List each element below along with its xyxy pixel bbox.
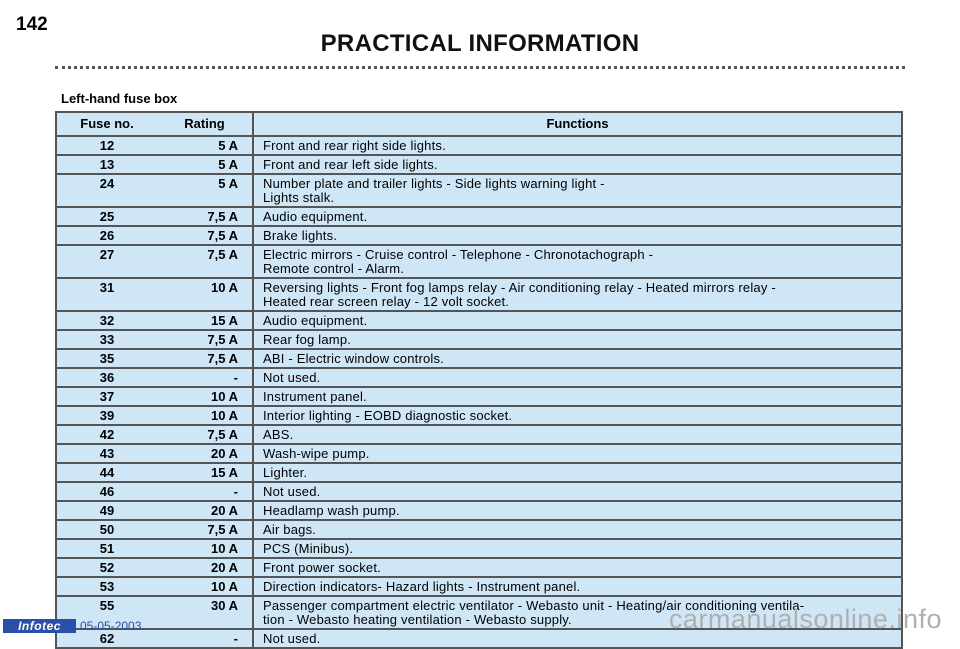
- fuse-functions: [253, 207, 902, 226]
- function-line: Headlamp wash pump.: [263, 503, 400, 518]
- function-line: Direction indicators- Hazard lights - Instrument panel.: [263, 579, 581, 594]
- fuse-number: 55: [56, 596, 157, 629]
- fuse-rating: 10 A: [157, 278, 253, 311]
- table-row: [56, 387, 902, 406]
- function-line: Not used.: [263, 484, 321, 499]
- fuse-number: 42: [56, 425, 157, 444]
- function-line: Not used.: [263, 631, 321, 646]
- fuse-functions: [253, 520, 902, 539]
- fuse-number: 39: [56, 406, 157, 425]
- function-line: Lighter.: [263, 465, 308, 480]
- function-line: Not used.: [263, 370, 321, 385]
- function-line: PCS (Minibus).: [263, 541, 354, 556]
- fuse-rating: 10 A: [157, 387, 253, 406]
- page-title: PRACTICAL INFORMATION: [320, 30, 640, 57]
- function-line: Front and rear left side lights.: [263, 157, 438, 172]
- fuse-number: 62: [56, 629, 157, 648]
- fuse-number: 25: [56, 207, 157, 226]
- fuse-rating: 5 A: [157, 155, 253, 174]
- function-line: Remote control - Alarm.: [263, 261, 405, 276]
- function-line: Electric mirrors - Cruise control - Telephone - Chronotachograph -: [263, 247, 654, 262]
- watermark-text: carmanualsonline.info: [668, 604, 942, 634]
- fuse-rating: 7,5 A: [157, 226, 253, 245]
- table-row: [56, 482, 902, 501]
- fuse-rating: 7,5 A: [157, 245, 253, 278]
- function-line: Interior lighting - EOBD diagnostic socket.: [263, 408, 513, 423]
- function-line: Front and rear right side lights.: [263, 138, 446, 153]
- table-row: [56, 444, 902, 463]
- table-row: [56, 136, 902, 155]
- function-line: Passenger compartment electric ventilator - Webasto unit - Heating/air conditioning ventila-: [263, 598, 805, 613]
- function-line: Audio equipment.: [263, 313, 368, 328]
- fuse-functions: [253, 278, 902, 311]
- fuse-rating: -: [157, 368, 253, 387]
- fuse-number: 32: [56, 311, 157, 330]
- fuse-functions: [253, 174, 902, 207]
- fuse-functions: [253, 444, 902, 463]
- fuse-number: 27: [56, 245, 157, 278]
- fuse-number: 53: [56, 577, 157, 596]
- fuse-rating: -: [157, 482, 253, 501]
- header-rating: Rating: [157, 112, 253, 136]
- function-line: Air bags.: [263, 522, 317, 537]
- function-line: Front power socket.: [263, 560, 381, 575]
- fuse-number: 12: [56, 136, 157, 155]
- fuse-functions: [253, 539, 902, 558]
- footer-date: 05-05-2003: [80, 619, 142, 633]
- function-line: Lights stalk.: [263, 190, 335, 205]
- function-line: Wash-wipe pump.: [263, 446, 370, 461]
- fuse-rating: 30 A: [157, 596, 253, 629]
- table-row: [56, 349, 902, 368]
- fuse-number: 49: [56, 501, 157, 520]
- fuse-number: 51: [56, 539, 157, 558]
- table-row: [56, 406, 902, 425]
- infotec-logo: Infotec: [3, 619, 76, 633]
- fuse-number: 13: [56, 155, 157, 174]
- fuse-rating: 7,5 A: [157, 349, 253, 368]
- fuse-number: 46: [56, 482, 157, 501]
- fuse-functions: [253, 406, 902, 425]
- fuse-number: 37: [56, 387, 157, 406]
- function-line: Reversing lights - Front fog lamps relay - Air conditioning relay - Heated mirrors relay -: [263, 280, 776, 295]
- fuse-rating: 10 A: [157, 539, 253, 558]
- table-header-row: [56, 112, 902, 136]
- fuse-functions: [253, 482, 902, 501]
- table-row: [56, 577, 902, 596]
- fuse-functions: [253, 463, 902, 482]
- fuse-functions: [253, 558, 902, 577]
- function-line: tion - Webasto heating ventilation - Webasto supply.: [263, 612, 572, 627]
- fuse-functions: [253, 155, 902, 174]
- table-row: [56, 174, 902, 207]
- fuse-rating: 7,5 A: [157, 330, 253, 349]
- fuse-table: [55, 111, 903, 649]
- fuse-functions: [253, 245, 902, 278]
- table-row: [56, 368, 902, 387]
- fuse-number: 35: [56, 349, 157, 368]
- fuse-rating: 5 A: [157, 136, 253, 155]
- fuse-functions: [253, 226, 902, 245]
- table-row: [56, 155, 902, 174]
- table-row: [56, 539, 902, 558]
- fuse-number: 44: [56, 463, 157, 482]
- function-line: Heated rear screen relay - 12 volt socket.: [263, 294, 510, 309]
- table-row: [56, 207, 902, 226]
- table-row: [56, 425, 902, 444]
- fuse-rating: 10 A: [157, 577, 253, 596]
- fuse-functions: [253, 349, 902, 368]
- fuse-functions: [253, 425, 902, 444]
- fuse-rating: 5 A: [157, 174, 253, 207]
- fuse-rating: 7,5 A: [157, 207, 253, 226]
- table-row: [56, 278, 902, 311]
- table-row: [56, 520, 902, 539]
- table-row: [56, 463, 902, 482]
- table-row: [56, 501, 902, 520]
- fuse-number: 50: [56, 520, 157, 539]
- fuse-rating: 20 A: [157, 501, 253, 520]
- table-row: [56, 558, 902, 577]
- fuse-rating: 7,5 A: [157, 425, 253, 444]
- fuse-number: 52: [56, 558, 157, 577]
- function-line: Audio equipment.: [263, 209, 368, 224]
- fuse-rating: -: [157, 629, 253, 648]
- fuse-functions: [253, 501, 902, 520]
- page-number: 142: [16, 14, 48, 35]
- table-row: [56, 311, 902, 330]
- fuse-number: 31: [56, 278, 157, 311]
- fuse-functions: [253, 577, 902, 596]
- fuse-number: 43: [56, 444, 157, 463]
- fuse-functions: [253, 330, 902, 349]
- fuse-rating: 20 A: [157, 558, 253, 577]
- table-row: [56, 330, 902, 349]
- fuse-number: 36: [56, 368, 157, 387]
- fuse-number: 24: [56, 174, 157, 207]
- fuse-functions: [253, 311, 902, 330]
- fuse-rating: 7,5 A: [157, 520, 253, 539]
- function-line: ABS.: [263, 427, 294, 442]
- header-functions: Functions: [253, 112, 902, 136]
- fuse-table-body: [56, 136, 902, 648]
- fuse-rating: 10 A: [157, 406, 253, 425]
- function-line: ABI - Electric window controls.: [263, 351, 445, 366]
- dotted-divider: [55, 66, 905, 69]
- fuse-functions: [253, 387, 902, 406]
- function-line: Brake lights.: [263, 228, 338, 243]
- fuse-functions: [253, 136, 902, 155]
- fuse-functions: [253, 368, 902, 387]
- table-row: [56, 226, 902, 245]
- fuse-rating: 15 A: [157, 463, 253, 482]
- function-line: Rear fog lamp.: [263, 332, 352, 347]
- fuse-number: 33: [56, 330, 157, 349]
- fuse-rating: 20 A: [157, 444, 253, 463]
- fuse-rating: 15 A: [157, 311, 253, 330]
- function-line: Instrument panel.: [263, 389, 367, 404]
- fuse-number: 26: [56, 226, 157, 245]
- section-heading: Left-hand fuse box: [61, 91, 178, 106]
- table-row: [56, 245, 902, 278]
- header-fuse-number: Fuse no.: [56, 112, 157, 136]
- function-line: Number plate and trailer lights - Side lights warning light -: [263, 176, 605, 191]
